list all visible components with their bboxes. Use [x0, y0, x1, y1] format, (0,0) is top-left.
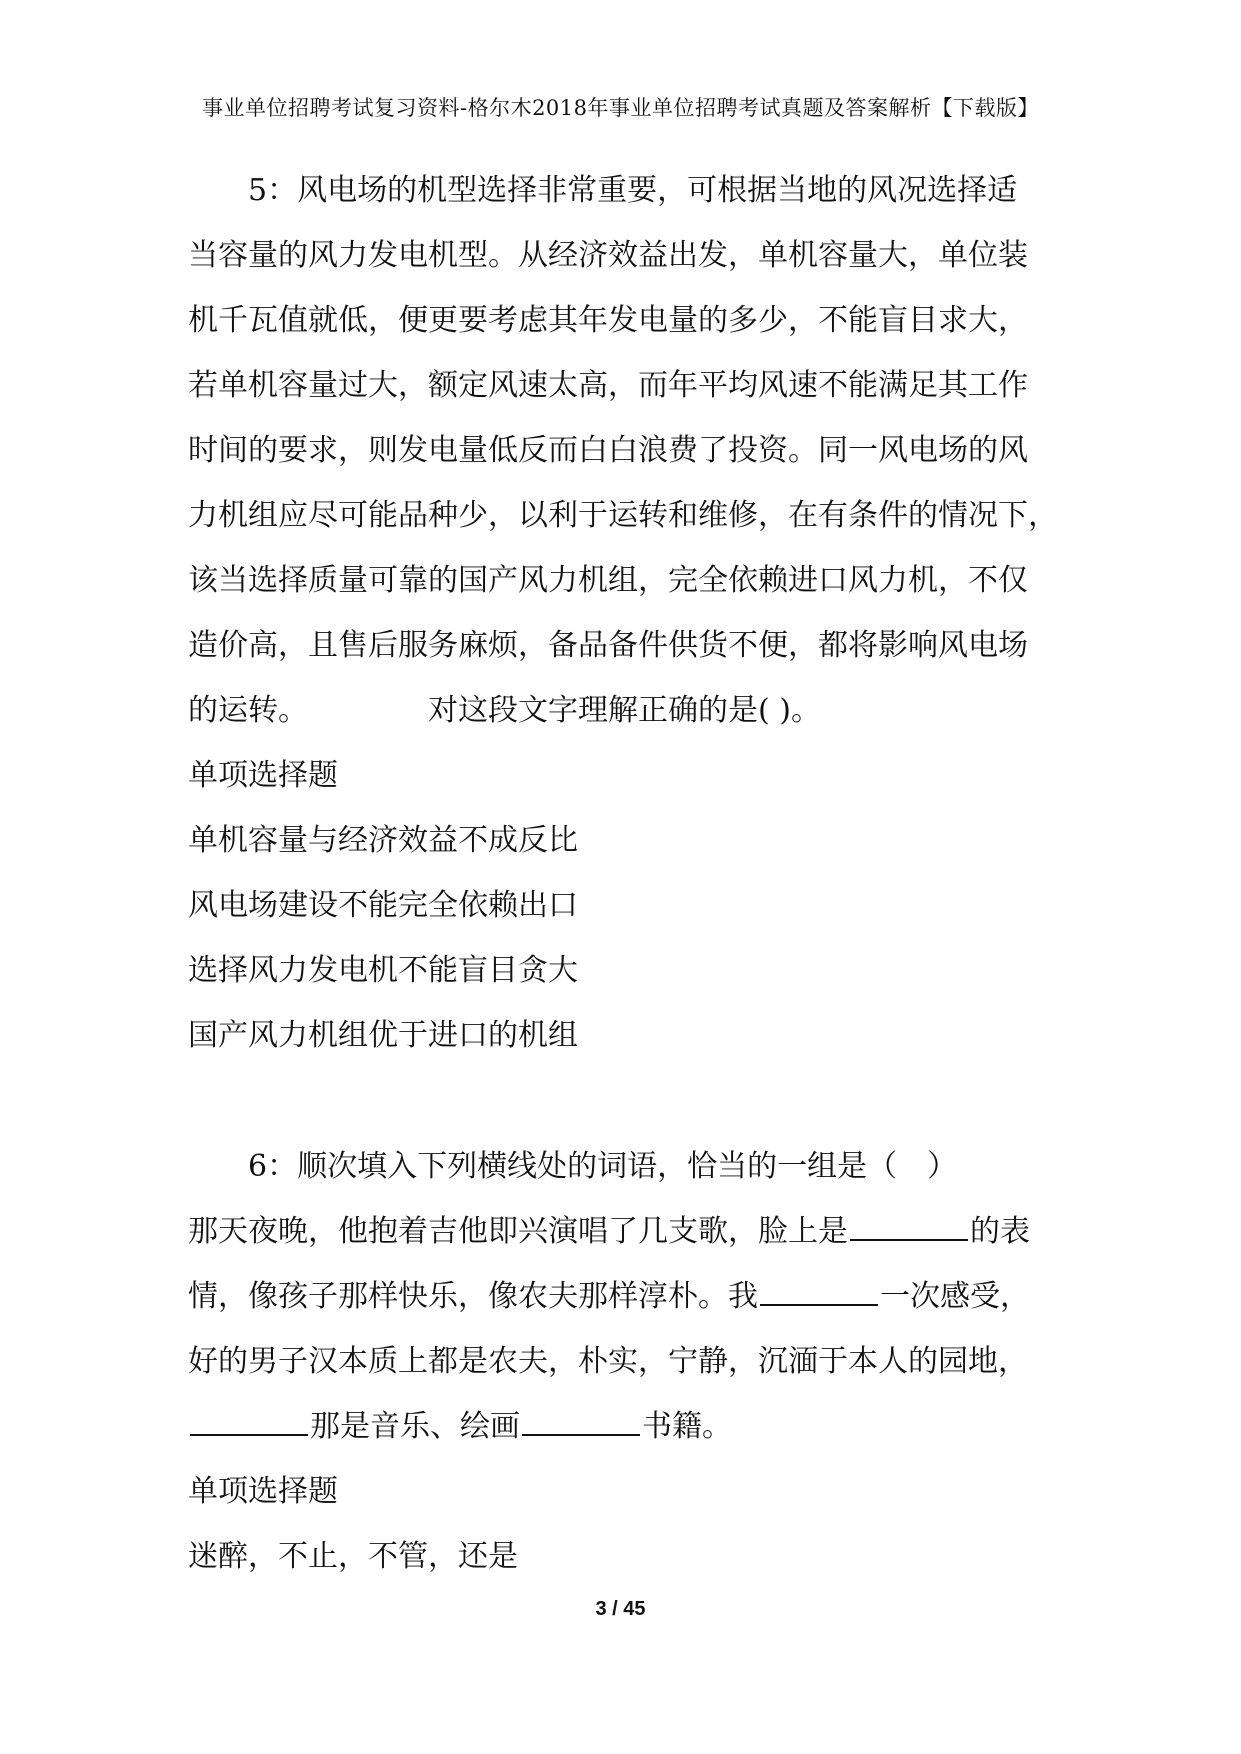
q6-line-1-end: 的表	[970, 1214, 1030, 1249]
q6-line-4	[188, 1394, 1068, 1459]
page-number: 3 / 45	[595, 1598, 646, 1620]
blank-1	[850, 1219, 968, 1241]
q6-line-1-start: 那天夜晚，他抱着吉他即兴演唱了几支歌，脸上是	[188, 1214, 848, 1249]
q5-question-prompt: 对这段文字理解正确的是( )。	[428, 693, 821, 728]
q5-line-3: 机千瓦值就低，便更要考虑其年发电量的多少，不能盲目求大，	[188, 303, 1028, 338]
q6-line-2-start: 情，像孩子那样快乐，像农夫那样淳朴。我	[188, 1279, 758, 1314]
q5-option-d: 国产风力机组优于进口的机组	[188, 1018, 578, 1053]
q5-option-c: 选择风力发电机不能盲目贪大	[188, 953, 578, 988]
q6-option-a: 迷醉，不止，不管，还是	[188, 1539, 518, 1574]
q5-line-6: 力机组应尽可能品种少，以利于运转和维修，在有条件的情况下，	[188, 498, 1058, 533]
q5-option-b: 风电场建设不能完全依赖出口	[188, 888, 578, 923]
q5-option-a: 单机容量与经济效益不成反比	[188, 823, 578, 858]
q5-line-9	[188, 678, 1068, 743]
q5-line-5: 时间的要求，则发电量低反而白白浪费了投资。同一风电场的风	[188, 433, 1028, 468]
q6-line-3: 好的男子汉本质上都是农夫，朴实，宁静，沉湎于本人的园地，	[188, 1344, 1028, 1379]
q5-line-8: 造价高，且售后服务麻烦，备品备件供货不便，都将影响风电场	[188, 628, 1028, 663]
q6-line-2-end: 一次感受，	[880, 1279, 1030, 1314]
q5-line-7: 该当选择质量可靠的国产风力机组，完全依赖进口风力机，不仅	[188, 563, 1028, 598]
q5-line-2: 当容量的风力发电机型。从经济效益出发，单机容量大，单位装	[188, 238, 1028, 273]
document-header: 事业单位招聘考试复习资料-格尔木2018年事业单位招聘考试真题及答案解析【下载版】	[201, 96, 1040, 120]
q5-line-4: 若单机容量过大，额定风速太高，而年平均风速不能满足其工作	[188, 368, 1028, 403]
q5-line-9-start: 的运转。	[188, 693, 308, 728]
q5-line-1: 5：风电场的机型选择非常重要，可根据当地的风况选择适	[248, 173, 1018, 208]
blank-2	[760, 1284, 878, 1306]
q6-stem: 6：顺次填入下列横线处的词语，恰当的一组是（ ）	[248, 1149, 958, 1184]
q5-question-type: 单项选择题	[188, 758, 338, 793]
question-6	[188, 1134, 1068, 1589]
q6-line-1	[188, 1199, 1068, 1264]
blank-4	[522, 1414, 640, 1436]
q6-line-4-mid: 那是音乐、绘画	[310, 1409, 520, 1444]
q6-line-2	[188, 1264, 1068, 1329]
question-5	[188, 158, 1068, 1068]
page-content	[188, 158, 1068, 1589]
q6-question-type: 单项选择题	[188, 1474, 338, 1509]
blank-3	[190, 1414, 308, 1436]
q6-line-4-end: 书籍。	[642, 1409, 732, 1444]
